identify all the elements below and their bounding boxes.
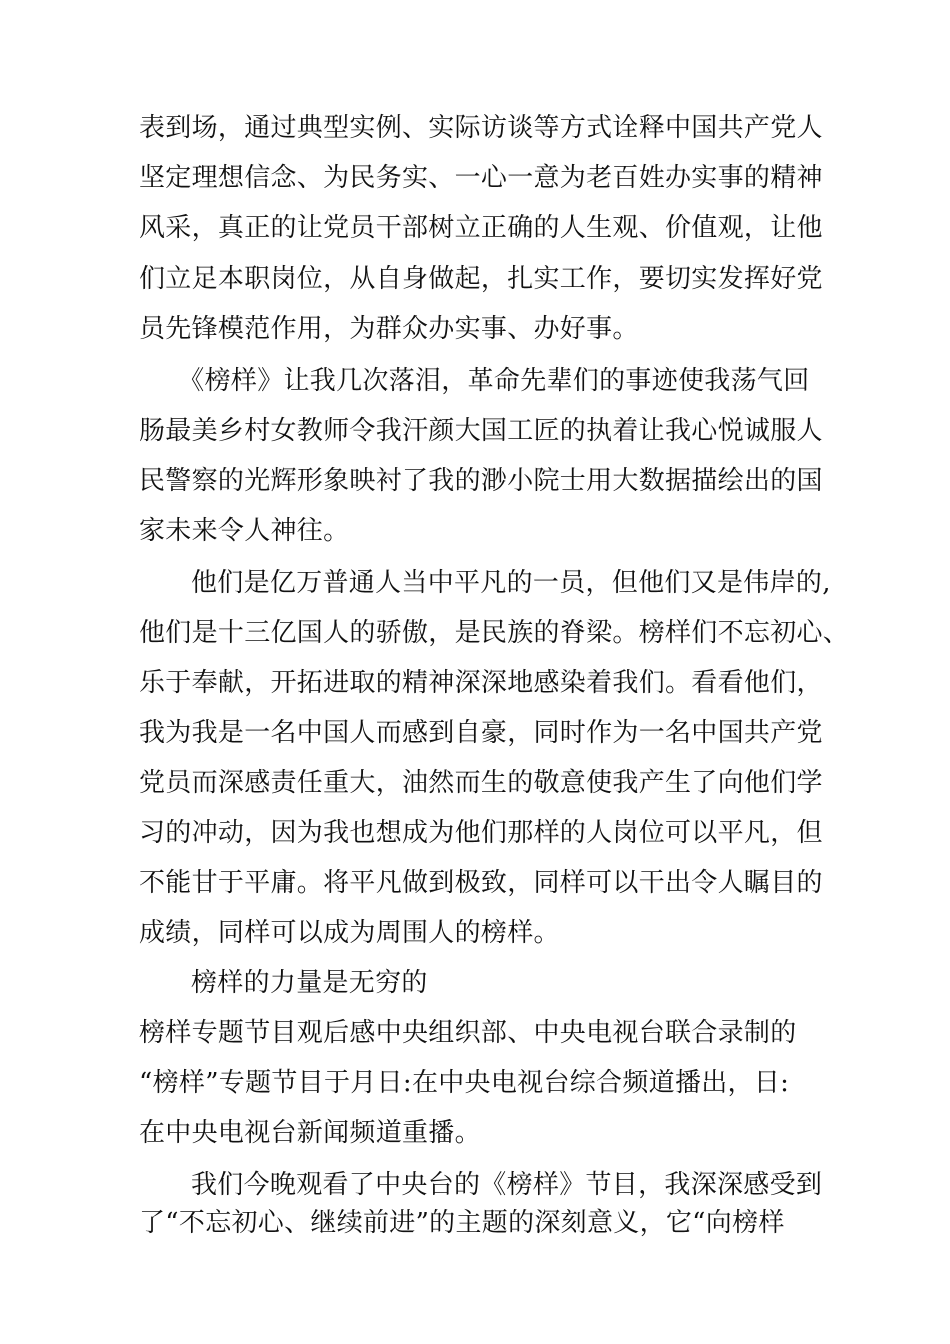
text-line: 坚定理想信念、为民务实、一心一意为老百姓办实事的精神 [139, 163, 823, 193]
text-line: 不能甘于平庸。将平凡做到极致，同样可以干出令人瞩目的 [139, 868, 823, 898]
text-line: 员先锋模范作用，为群众办实事、办好事。 [139, 314, 639, 344]
text-line: 肠最美乡村女教师令我汗颜大国工匠的执着让我心悦诚服人 [139, 416, 823, 446]
text-line: 《榜样》让我几次落泪，革命先辈们的事迹使我荡气回 [165, 366, 810, 396]
text-line: 成绩，同样可以成为周围人的榜样。 [139, 918, 560, 948]
text-line: 了“不忘初心、继续前进”的主题的深刻意义，它“向榜样 [139, 1208, 785, 1238]
text-line: 党员而深感责任重大，油然而生的敬意使我产生了向他们学 [139, 768, 823, 798]
text-line: 家未来令人神往。 [139, 516, 350, 546]
text-line: 榜样的力量是无穷的 [191, 968, 428, 998]
text-line: 他们是十三亿国人的骄傲，是民族的脊梁。榜样们不忘初心、 [139, 618, 850, 648]
text-line: 榜样专题节目观后感中央组织部、中央电视台联合录制的 [139, 1018, 797, 1048]
text-line: 他们是亿万普通人当中平凡的一员，但他们又是伟岸的, [191, 568, 831, 598]
text-line: 我们今晚观看了中央台的《榜样》节目，我深深感受到 [191, 1170, 823, 1200]
text-line: 风采，真正的让党员干部树立正确的人生观、价值观，让他 [139, 213, 823, 243]
text-line: 表到场，通过典型实例、实际访谈等方式诠释中国共产党人 [139, 113, 823, 143]
text-line: 民警察的光辉形象映衬了我的渺小院士用大数据描绘出的国 [139, 466, 823, 496]
text-line: “榜样”专题节目于月日:在中央电视台综合频道播出，日: [139, 1068, 790, 1098]
text-line: 们立足本职岗位，从自身做起，扎实工作，要切实发挥好党 [139, 264, 823, 294]
text-line: 习的冲动，因为我也想成为他们那样的人岗位可以平凡，但 [139, 818, 823, 848]
text-line: 在中央电视台新闻频道重播。 [139, 1118, 481, 1148]
text-line: 乐于奉献，开拓进取的精神深深地感染着我们。看看他们， [139, 668, 823, 698]
text-line: 我为我是一名中国人而感到自豪，同时作为一名中国共产党 [139, 718, 823, 748]
